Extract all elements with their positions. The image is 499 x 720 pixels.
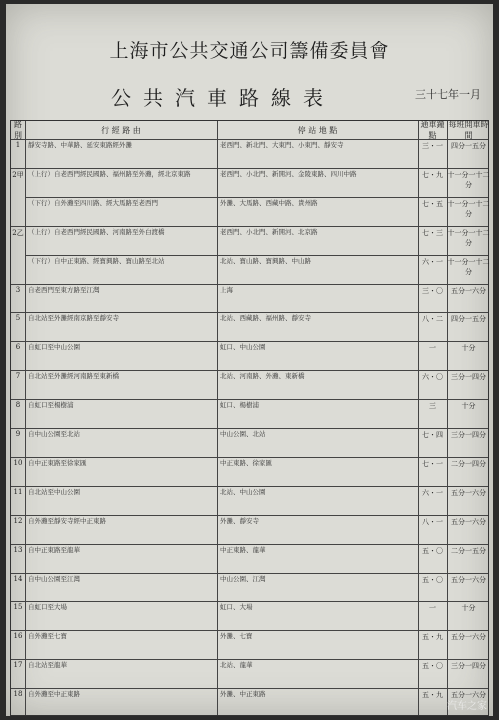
route-path: 自北站至外灘經河南路至東新橋 — [28, 372, 119, 381]
route-stops: 中山公園、北站 — [220, 430, 266, 438]
route-path: 自虹口至楊樹浦 — [28, 401, 74, 410]
header-route: 路別 — [14, 120, 22, 140]
service-hours: 六・一 — [422, 257, 443, 266]
route-number: 10 — [13, 458, 23, 467]
service-hours: 五・九 — [422, 691, 443, 700]
route-stops: 中山公園、江灣 — [220, 574, 266, 583]
route-path: （上行）自老西門經民國路、福州路至外灘，經北京東路 — [28, 169, 191, 178]
route-number: 3 — [15, 285, 21, 294]
route-number: 11 — [13, 487, 23, 496]
document-subtitle: 公共汽車路線表 — [111, 86, 335, 110]
interval: 五分一六分 — [451, 517, 486, 526]
interval: 十分 — [461, 344, 476, 353]
interval: 三分一四分 — [451, 431, 486, 439]
route-stops: 外灘、大馬路、西藏中路、貴州路 — [220, 198, 318, 207]
route-path: 自虹口至大場 — [28, 603, 67, 612]
document-date: 三十七年一月 — [415, 88, 481, 101]
service-hours: 七・九 — [422, 170, 443, 179]
watermark: 汽车之家 — [447, 701, 487, 712]
route-path: 自老西門至東方路至江灣 — [28, 285, 100, 294]
interval: 四分一五分 — [451, 142, 486, 150]
header-hours: 通車鐘點 — [420, 120, 445, 140]
service-hours: 七・四 — [422, 431, 443, 439]
route-number: 16 — [13, 632, 23, 641]
route-stops: 外灘、靜安寺 — [220, 516, 259, 525]
interval: 二分一五分 — [451, 546, 486, 555]
route-number: 1 — [15, 141, 21, 149]
interval: 五分一六分 — [451, 691, 486, 700]
service-hours: 五・〇 — [422, 662, 443, 671]
service-hours: 五・〇 — [422, 546, 443, 555]
route-number: 13 — [13, 545, 23, 554]
route-path: 自中正東路至徐家匯 — [28, 458, 87, 467]
document-title: 上海市公共交通公司籌備委員會 — [109, 40, 390, 62]
interval: 三分一四分 — [451, 662, 486, 671]
route-path: 自北站至龍華 — [28, 661, 67, 670]
interval: 三分一四分 — [451, 373, 486, 382]
interval: 四分一五分 — [451, 315, 486, 324]
route-stops: 上海 — [220, 285, 233, 294]
interval: 十一分一十二分 — [447, 257, 490, 276]
route-stops: 老西門、新北門、大東門、小東門、靜安寺 — [220, 141, 344, 149]
route-number: 9 — [15, 430, 21, 438]
interval: 十分 — [461, 604, 476, 613]
interval: 十分 — [461, 402, 476, 411]
route-path: （上行）自老西門經民國路、河南路至外白渡橋 — [28, 227, 165, 236]
header-interval: 每班開車時間 — [448, 120, 489, 140]
route-number — [11, 257, 25, 283]
interval: 五分一六分 — [451, 286, 486, 295]
route-path: 自外灘至七寶 — [28, 632, 67, 641]
service-hours: 三 — [429, 402, 436, 411]
route-number: 2甲 — [12, 170, 24, 179]
interval: 五分一六分 — [451, 488, 486, 497]
route-number: 12 — [13, 516, 23, 525]
route-stops: 中正東路、徐家匯 — [220, 458, 272, 467]
service-hours: 八・一 — [422, 517, 443, 526]
route-number — [11, 199, 25, 225]
service-hours: 八・二 — [422, 315, 443, 324]
route-number: 14 — [13, 574, 23, 583]
route-stops: 虹口、中山公園 — [220, 343, 266, 352]
route-path: 自中山公園至北站 — [28, 430, 80, 438]
route-path: 自中正東路至龍華 — [28, 545, 80, 554]
service-hours: 三・一 — [422, 142, 443, 150]
route-stops: 虹口、楊樹浦 — [220, 401, 259, 410]
service-hours: 六・一 — [422, 488, 443, 497]
route-path: （下行）自外灘至四川路、經大馬路至老西門 — [28, 198, 158, 207]
route-number: 5 — [15, 314, 21, 323]
service-hours: 五・九 — [422, 633, 443, 642]
route-path: 自外灘至中正東路 — [28, 690, 80, 699]
route-stops: 外灘、中正東路 — [220, 690, 266, 699]
header-stops: 停 站 地 點 — [297, 125, 338, 135]
service-hours: 七・一 — [422, 459, 443, 468]
route-stops: 北站、龍華 — [220, 661, 253, 670]
service-hours: 七・三 — [422, 228, 443, 237]
route-path: 自北站至外灘經南京路至靜安寺 — [28, 314, 119, 323]
interval: 十一分一十二分 — [447, 228, 490, 247]
service-hours: 五・〇 — [422, 575, 443, 584]
route-stops: 北站、西藏路、福州路、靜安寺 — [220, 314, 311, 323]
route-path: 自中山公園至江灣 — [28, 574, 80, 583]
route-stops: 外灘、七寶 — [220, 632, 253, 641]
interval: 五分一六分 — [451, 575, 486, 584]
route-stops: 中正東路、龍華 — [220, 545, 266, 554]
route-path: 自外灘至靜安寺經中正東路 — [28, 516, 106, 525]
route-path: 自虹口至中山公園 — [28, 343, 80, 352]
service-hours: 三・〇 — [422, 286, 443, 295]
service-hours: 一 — [429, 604, 436, 613]
interval: 二分一四分 — [451, 459, 486, 468]
route-number: 18 — [13, 690, 23, 699]
route-path: 自北站至中山公園 — [28, 487, 80, 496]
route-path: 靜安寺路、中華路、延安東路經外灘 — [28, 141, 132, 149]
route-stops: 北站、寶山路、寶興路、中山路 — [220, 256, 311, 265]
route-stops: 北站、中山公園 — [220, 487, 266, 496]
route-number: 2乙 — [12, 228, 24, 237]
header-path: 行 經 路 由 — [101, 125, 141, 135]
service-hours: 六・〇 — [422, 373, 443, 382]
route-path: （下行）自中正東路、經寶興路、寶山路至北站 — [28, 256, 165, 265]
route-stops: 虹口、大場 — [220, 603, 253, 612]
interval: 十一分一十二分 — [447, 170, 490, 189]
document-sheet — [6, 4, 493, 716]
route-number: 7 — [15, 372, 21, 381]
interval: 五分一六分 — [451, 633, 486, 642]
route-table — [10, 120, 489, 716]
route-number: 8 — [15, 401, 21, 410]
service-hours: 七・五 — [422, 199, 443, 208]
route-number: 6 — [15, 343, 21, 352]
route-stops: 老西門、小北門、新開河、北京路 — [220, 227, 318, 236]
service-hours: 一 — [429, 344, 436, 353]
route-stops: 北站、河南路、外灘、東新橋 — [220, 372, 305, 381]
route-number: 17 — [13, 661, 23, 670]
route-stops: 老西門、小北門、新開河、金陵東路、四川中路 — [220, 169, 357, 178]
route-number: 15 — [13, 603, 23, 612]
interval: 十一分一十二分 — [447, 199, 490, 218]
